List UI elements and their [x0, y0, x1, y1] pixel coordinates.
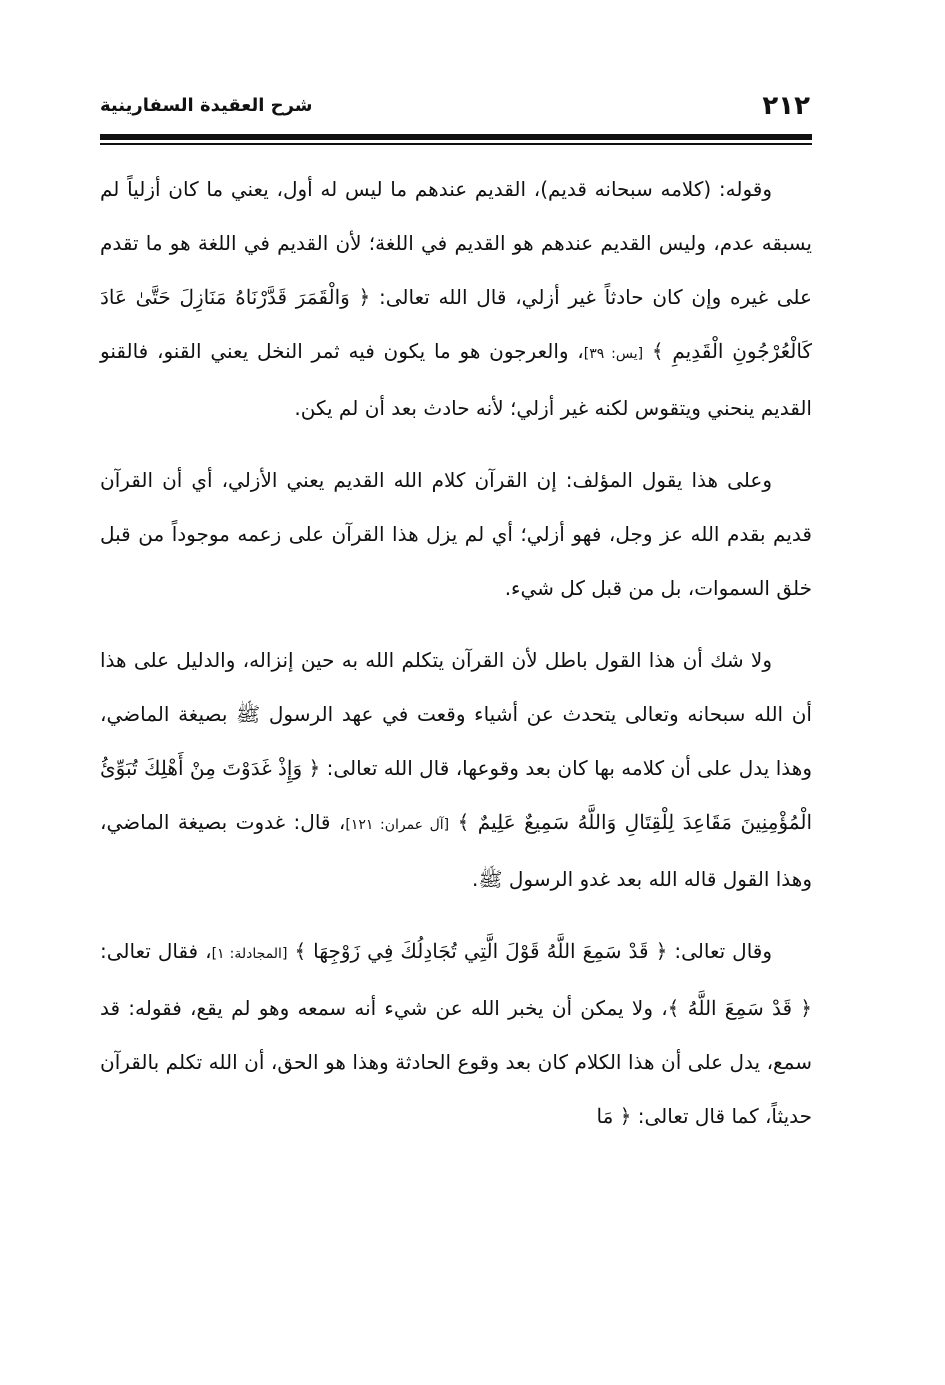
- page-header: [100, 88, 810, 124]
- paragraph-1: [100, 162, 812, 435]
- paragraph-text: وقال تعالى:: [667, 939, 773, 963]
- verse-reference: [المجادلة: ١]: [211, 946, 288, 962]
- paragraph-4: [100, 924, 812, 1143]
- paragraph-2: [100, 453, 812, 615]
- header-rule-thick: [100, 134, 812, 140]
- paragraph-text: ، قال: غدوت بصيغة الماضي، وهذا القول قاله الله بعد غدو الرسول ﷺ.: [100, 810, 812, 891]
- paragraph-3: [100, 633, 812, 906]
- running-title: شرح العقيدة السفارينية: [100, 95, 313, 116]
- paragraph-text: ، ولا يمكن أن يخبر الله عن شيء أنه سمعه وهو لم يقع، فقوله: قد سمع، يدل على أن هذا الكلام كان بعد وقوع الحادثة وهذا هو الحق، أن الله تكلم بالقرآن حديثاً، كما قال تعالى:: [100, 996, 812, 1128]
- verse-reference: [آل عمران: ١٢١]: [345, 817, 450, 833]
- paragraph-text: ، والعرجون هو ما يكون فيه ثمر النخل يعني القنو، فالقنو القديم ينحني ويتقوس لكنه غير أزلي؛ لأنه حادث بعد أن لم يكن.: [100, 339, 812, 420]
- header-rule-thin: [100, 143, 812, 145]
- quran-verse: ﴿ قَدْ سَمِعَ اللَّهُ قَوْلَ الَّتِي تُجَادِلُكَ فِي زَوْجِهَا ﴾: [294, 939, 668, 963]
- verse-reference: [يس: ٣٩]: [583, 346, 644, 362]
- body-text: [100, 162, 812, 1161]
- paragraph-text: ولا شك أن هذا القول باطل لأن القرآن يتكلم الله به حين إنزاله، والدليل على هذا أن الله سبحانه وتعالى يتحدث عن أشياء وقعت في عهد الرسول ﷺ بصيغة الماضي، وهذا يدل على أن كلامه بها كان بعد وقوعها، قال الله تعالى:: [100, 648, 812, 780]
- page-number: ٢١٢: [762, 91, 810, 121]
- paragraph-text: ، فقال تعالى:: [100, 939, 212, 963]
- quran-verse: ﴿ مَا: [596, 1104, 632, 1128]
- quran-verse: ﴿ وَإِذْ غَدَوْتَ مِنْ أَهْلِكَ تُبَوِّئُ الْمُؤْمِنِينَ مَقَاعِدَ لِلْقِتَالِ وَاللَّهُ سَمِيعٌ عَلِيمٌ ﴾: [100, 756, 813, 834]
- quran-verse: ﴿ قَدْ سَمِعَ اللَّهُ ﴾: [667, 996, 812, 1020]
- quran-verse: ﴿ وَالْقَمَرَ قَدَّرْنَاهُ مَنَازِلَ حَتَّىٰ عَادَ كَالْعُرْجُونِ الْقَدِيمِ ﴾: [100, 285, 813, 363]
- paragraph-text: وقوله: (كلامه سبحانه قديم)، القديم عندهم ما ليس له أول، يعني ما كان أزلياً لم يسبقه عدم، وليس القديم عندهم هو القديم في اللغة؛ لأن القديم في اللغة هو ما تقدم على غيره وإن كان حادثاً غير أزلي، قال الله تعالى:: [100, 177, 812, 309]
- paragraph-text: وعلى هذا يقول المؤلف: إن القرآن كلام الله القديم يعني الأزلي، أي أن القرآن قديم بقدم الله عز وجل، فهو أزلي؛ أي لم يزل هذا القرآن على زعمه موجوداً من قبل خلق السموات، بل من قبل كل شيء.: [100, 468, 812, 600]
